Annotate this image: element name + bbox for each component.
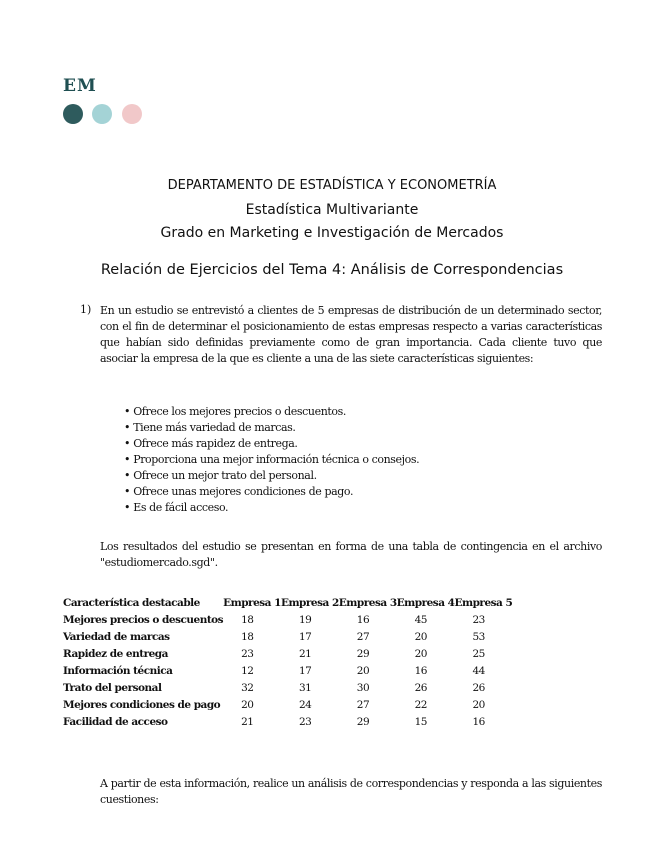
list-item: • Proporciona una mejor información técnica o consejos. <box>124 452 419 468</box>
list-item: • Ofrece los mejores precios o descuentos. <box>124 404 419 420</box>
table-row <box>63 696 512 713</box>
row-label: Información técnica <box>63 664 173 677</box>
department-heading: DEPARTAMENTO DE ESTADÍSTICA Y ECONOMETRÍA <box>167 178 497 193</box>
table-row <box>63 662 512 679</box>
table-cell: 18 <box>241 630 254 643</box>
table-row <box>63 713 512 730</box>
row-label: Variedad de marcas <box>63 630 170 643</box>
table-cell: 23 <box>241 647 254 660</box>
table-cell: 45 <box>414 613 427 626</box>
table-cell: 15 <box>414 715 427 728</box>
contingency-table <box>63 594 512 730</box>
row-label: Mejores condiciones de pago <box>63 698 221 711</box>
table-cell: 27 <box>356 698 370 711</box>
results-paragraph: Los resultados del estudio se presentan en forma de una tabla de contingencia en el archivo "estudiomercado.sgd". <box>100 540 602 569</box>
list-item: • Ofrece un mejor trato del personal. <box>124 468 419 484</box>
table-cell: 22 <box>414 698 427 711</box>
table-cell: 12 <box>241 664 254 677</box>
degree-heading: Grado en Marketing e Investigación de Mercados <box>160 225 504 241</box>
row-label: Facilidad de acceso <box>63 715 168 728</box>
table-cell: 20 <box>356 664 370 677</box>
table-header: Empresa 3 <box>338 596 397 609</box>
table-cell: 16 <box>472 715 485 728</box>
table-header-row <box>63 594 512 611</box>
table-header: Empresa 1 <box>223 596 281 609</box>
table-cell: 26 <box>472 681 485 694</box>
table-cell: 20 <box>414 647 427 660</box>
table-header: Empresa 5 <box>454 596 513 609</box>
row-label: Mejores precios o descuentos <box>63 613 224 626</box>
table-row <box>63 611 512 628</box>
closing-paragraph: A partir de esta información, realice un análisis de correspondencias y responda a las siguientes cuestiones: <box>100 777 602 806</box>
table-cell: 29 <box>356 715 370 728</box>
row-label: Rapidez de entrega <box>63 647 168 660</box>
table-cell: 21 <box>241 715 254 728</box>
table-cell: 27 <box>356 630 370 643</box>
table-cell: 20 <box>472 698 485 711</box>
table-cell: 24 <box>298 698 312 711</box>
table-cell: 17 <box>298 664 312 677</box>
exercise-sheet-title: Relación de Ejercicios del Tema 4: Análisis de Correspondencias <box>100 262 564 278</box>
table-row <box>63 628 512 645</box>
table-cell: 53 <box>472 630 485 643</box>
exercise-intro: En un estudio se entrevistó a clientes de 5 empresas de distribución de un determinado sector, con el fin de determinar el posicionamiento de estas empresas respecto a varias características que habían sido definidas previamente como de gran importancia. Cada cliente tuvo que asociar la empresa de la que es cliente a una de las siete características siguientes: <box>100 304 602 365</box>
department-logo-text: EM <box>63 76 97 96</box>
table-cell: 44 <box>472 664 485 677</box>
table-cell: 19 <box>298 613 312 626</box>
table-cell: 17 <box>298 630 312 643</box>
table-cell: 25 <box>472 647 485 660</box>
table-cell: 16 <box>356 613 370 626</box>
logo-dot-light <box>92 104 112 124</box>
table-cell: 18 <box>241 613 254 626</box>
exercise-number: 1) <box>80 303 92 316</box>
logo-dot-pink <box>122 104 142 124</box>
table-row <box>63 679 512 696</box>
table-cell: 26 <box>414 681 427 694</box>
table-header: Empresa 2 <box>280 596 339 609</box>
subject-heading: Estadística Multivariante <box>245 202 419 218</box>
table-cell: 16 <box>414 664 427 677</box>
row-label: Trato del personal <box>63 681 162 694</box>
list-item: • Es de fácil acceso. <box>124 500 419 516</box>
list-item: • Tiene más variedad de marcas. <box>124 420 419 436</box>
table-row <box>63 645 512 662</box>
table-cell: 23 <box>472 613 485 626</box>
logo-dot-dark <box>63 104 83 124</box>
characteristics-list <box>124 404 419 516</box>
list-item: • Ofrece unas mejores condiciones de pago. <box>124 484 419 500</box>
list-item: • Ofrece más rapidez de entrega. <box>124 436 419 452</box>
table-cell: 30 <box>356 681 370 694</box>
table-header: Empresa 4 <box>396 596 455 609</box>
table-header: Característica destacable <box>63 596 200 609</box>
table-cell: 23 <box>298 715 312 728</box>
table-cell: 21 <box>298 647 312 660</box>
table-cell: 32 <box>241 681 254 694</box>
table-cell: 29 <box>356 647 370 660</box>
table-cell: 20 <box>241 698 254 711</box>
table-cell: 31 <box>298 681 312 694</box>
table-cell: 20 <box>414 630 427 643</box>
